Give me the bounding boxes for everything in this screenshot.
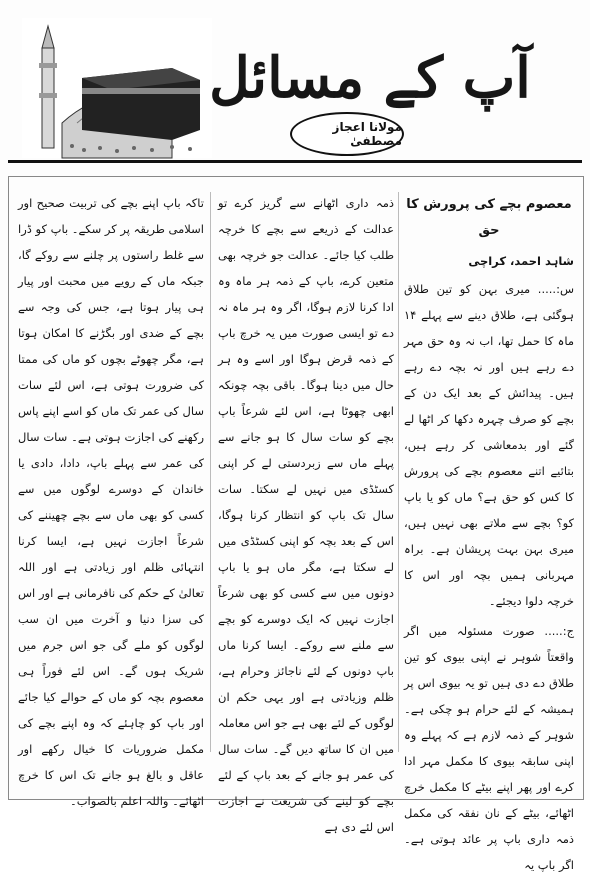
answer-text-middle: ذمہ داری اٹھانے سے گریز کرے تو عدالت کے ذریعے سے بچے کا خرچہ طلب کیا جائے۔ عدالت جو خرچہ بھی متعین کرے، باپ کے ذمہ ہر ماہ وہ ادا کرنا لازم ہوگا، اگر وہ ہر ماہ نہ دے تو ایسی صورت میں یہ خرچ باپ کے ذمہ قرض ہوگا اور اسے وہ ہر حال میں دینا ہوگا۔ باقی بچہ چونکہ ابھی چھوٹا ہے، اس لئے شرعاً باپ بچے کو سات سال کا ہو جانے سے پہلے ماں سے زبردستی لے کر اپنی کسٹڈی میں نہیں لے سکتا۔ سات سال تک باپ کو انتظار کرنا ہوگا، اس کے بعد بچہ کو اپنی کسٹڈی میں لے سکتا ہے، مگر ماں ہو یا باپ دونوں میں سے کسی کو بھی شرعاً اجازت نہیں کہ ایک دوسرے کو بچے سے ملنے سے روکے۔ ایسا کرنا ماں باپ دونوں کے لئے ناجائز وحرام ہے، ظلم وزیادتی ہے اور یہی حکم ان لوگوں کے لئے بھی ہے جو اس معاملہ میں ان کا ساتھ دیں گے۔ سات سال کی عمر ہو جانے کے بعد باپ کے لئے بچے کو لینے کی شریعت نے اجازت اس لئے دی ہے [218, 196, 394, 834]
article-column-middle [218, 190, 394, 834]
column-divider-right [398, 192, 399, 752]
kaaba-mosque-illustration [22, 18, 212, 158]
column-title: آپ کے مسائل [209, 45, 531, 111]
question-text: س:..... میری بہن کو تین طلاق ہوگئی ہے، طلاق دینے سے پہلے ۱۴ ماہ کا حمل تھا، اب نہ وہ حق مہر دے رہے ہیں اور نہ بچہ دے رہے ہیں۔ پیدائش کے بعد ایک دن کے بچے کو صرف چہرہ دکھا کر اٹھا لے گئے اور بدمعاشی کر رہے ہیں، بتائیے اتنے معصوم بچے کی پرورش کا کس کو حق ہے؟ ماں کو یا باپ کو؟ بچے سے ملاتے بھی نہیں ہیں، میری بہن بہت پریشان ہے۔ براہ مہربانی ہمیں بچہ اور اس کا خرچہ دلوا دیجئے۔ [404, 282, 574, 608]
article-heading: معصوم بچے کی پرورش کا حق [406, 197, 572, 238]
column-header [0, 0, 590, 162]
answer-text-start: ج:..... صورت مسئولہ میں اگر واقعتاً شوہر نے اپنی بیوی کو تین طلاق دے دی ہیں تو یہ بیوی اس پر ہمیشہ کے لئے حرام ہو چکی ہے۔ شوہر کے ذمہ لازم ہے کہ پہلے وہ اپنی سابقہ بیوی کا مکمل مہر ادا کرے اور پھر اپنے بیٹے کا مکمل خرچ اٹھائے، بیٹے کے نان نفقہ کی مکمل ذمہ داری باپ پر عائد ہوتی ہے۔ اگر باپ یہ [404, 624, 574, 872]
column-divider-left [210, 192, 211, 752]
author-badge [290, 112, 404, 156]
article-column-left [18, 190, 204, 808]
article-byline: شاہد احمد، کراچی [468, 254, 574, 268]
article-column-right [404, 190, 574, 872]
author-name: مولانا اعجاز مصطفیٰ [332, 120, 402, 148]
header-divider [8, 160, 582, 163]
answer-text-end: تاکہ باپ اپنے بچے کی تربیت صحیح اور اسلامی طریقہ پر کر سکے۔ باپ کو ڈرا سے غلط راستوں پر چلنے سے روکے گا، جبکہ ماں کے رویے میں محبت اور پیار ہی پیار ہوتا ہے، جس کی وجہ سے بچے کے ضدی اور بگڑنے کا امکان ہوتا ہے، مگر چھوٹے بچوں کو ماں کی ممتا کی ضرورت ہوتی ہے، اس لئے سات سال کی عمر تک ماں کو اسے اپنے پاس رکھنے کی اجازت ہوتی ہے۔ سات سال کی عمر سے پہلے باپ، دادا، دادی یا خاندان کے دوسرے لوگوں میں سے کسی کو بھی ماں سے بچے چھیننے کی شرعاً اجازت نہیں ہے، ایسا کرنا انتہائی ظلم اور زیادتی ہے اور اللہ تعالیٰ کے حکم کی نافرمانی ہے اور اس کی سزا دنیا و آخرت میں ان سب لوگوں کو ملے گی جو اس جرم میں شریک ہوں گے۔ اس لئے فوراً ہی معصوم بچہ کو ماں کے حوالے کیا جائے اور باپ کو چاہئے کہ وہ اپنے بچے کی مکمل ضروریات کا خیال رکھے اور عاقل و بالغ ہو جانے تک اس کا خرچ اٹھائے۔ واللہ اعلم بالصواب۔ [18, 196, 204, 808]
